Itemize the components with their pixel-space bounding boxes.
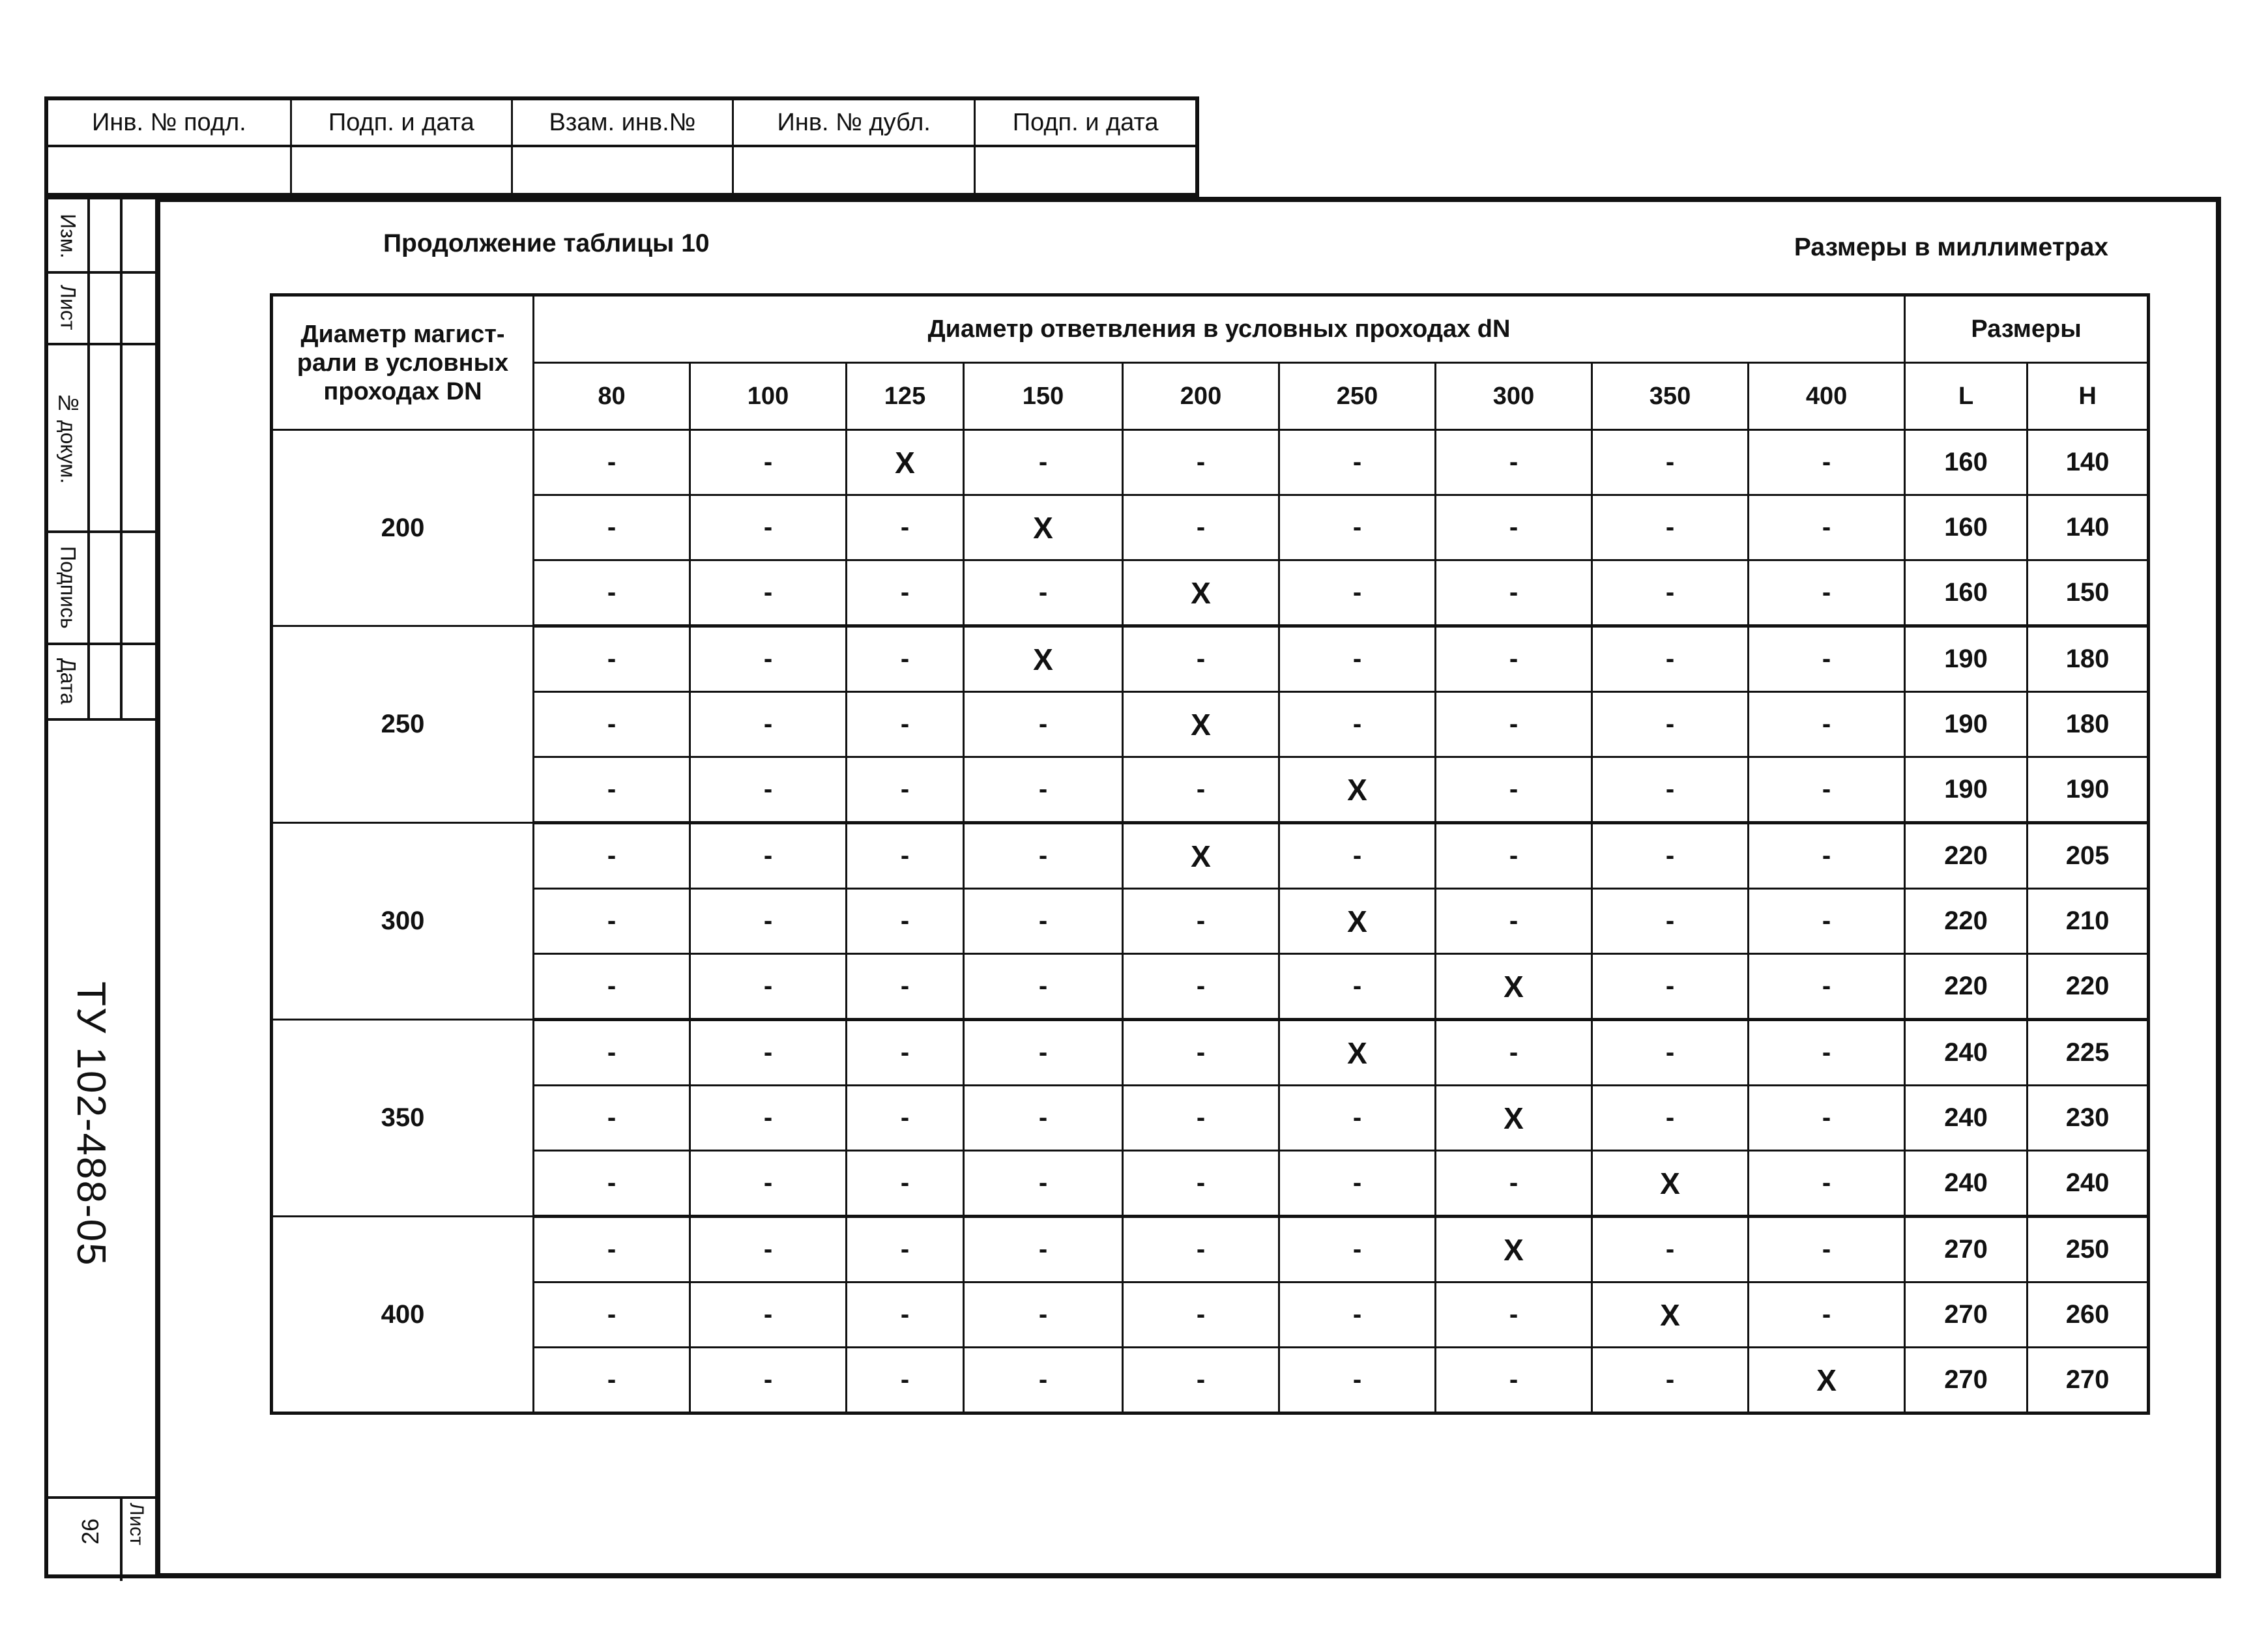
size-l-cell: 240 — [1905, 1086, 2028, 1151]
branch-cell-empty: - — [1279, 1217, 1436, 1282]
main-diameter-cell: 400 — [272, 1217, 534, 1413]
header-branch-col: 200 — [1123, 363, 1279, 430]
branch-cell-empty: - — [1436, 1020, 1592, 1086]
branch-cell-empty: - — [1123, 1217, 1279, 1282]
branch-cell-empty: - — [690, 757, 847, 823]
branch-cell-empty: - — [1436, 1282, 1592, 1348]
sheet-number: 26 — [77, 1518, 104, 1545]
branch-cell-empty: - — [847, 1086, 964, 1151]
branch-cell-empty: - — [1123, 757, 1279, 823]
branch-cell-marked: X — [964, 626, 1123, 692]
branch-cell-empty: - — [690, 626, 847, 692]
branch-cell-marked: X — [1436, 1086, 1592, 1151]
branch-cell-empty: - — [1123, 495, 1279, 560]
size-h-cell: 150 — [2028, 560, 2149, 626]
revision-label-date: Дата — [56, 658, 80, 704]
branch-cell-empty: - — [690, 1282, 847, 1348]
branch-cell-empty: - — [1436, 823, 1592, 889]
branch-cell-empty: - — [690, 560, 847, 626]
branch-cell-empty: - — [534, 626, 690, 692]
branch-cell-empty: - — [534, 823, 690, 889]
branch-cell-empty: - — [534, 1217, 690, 1282]
size-h-cell: 210 — [2028, 889, 2149, 954]
branch-cell-empty: - — [1279, 823, 1436, 889]
table-row — [272, 823, 2149, 889]
branch-cell-marked: X — [1123, 692, 1279, 757]
branch-cell-empty: - — [964, 954, 1123, 1020]
size-l-cell: 270 — [1905, 1282, 2028, 1348]
branch-cell-empty: - — [1279, 954, 1436, 1020]
revision-stamp-side — [44, 196, 159, 1578]
size-h-cell: 240 — [2028, 1151, 2149, 1217]
header-branch-col: 80 — [534, 363, 690, 430]
branch-cell-empty: - — [847, 757, 964, 823]
branch-cell-empty: - — [1436, 1348, 1592, 1413]
branch-cell-empty: - — [1123, 1151, 1279, 1217]
branch-cell-empty: - — [1749, 430, 1905, 495]
branch-cell-empty: - — [964, 1282, 1123, 1348]
branch-cell-empty: - — [1123, 430, 1279, 495]
size-l-cell: 190 — [1905, 692, 2028, 757]
branch-cell-marked: X — [1279, 1020, 1436, 1086]
branch-cell-empty: - — [1123, 626, 1279, 692]
branch-cell-empty: - — [964, 1151, 1123, 1217]
branch-cell-marked: X — [964, 495, 1123, 560]
header-branch-col: 100 — [690, 363, 847, 430]
size-h-cell: 180 — [2028, 692, 2149, 757]
header-branch-col: 350 — [1592, 363, 1749, 430]
header-size-l: L — [1905, 363, 2028, 430]
branch-cell-empty: - — [1123, 954, 1279, 1020]
table-row — [272, 692, 2149, 757]
branch-cell-empty: - — [1279, 1348, 1436, 1413]
size-h-cell: 140 — [2028, 430, 2149, 495]
branch-cell-empty: - — [1592, 626, 1749, 692]
branch-cell-empty: - — [1592, 1348, 1749, 1413]
branch-cell-empty: - — [1436, 626, 1592, 692]
stamp-value-signature-date-2 — [975, 146, 1197, 195]
branch-cell-empty: - — [847, 1217, 964, 1282]
branch-cell-empty: - — [1749, 889, 1905, 954]
branch-cell-empty: - — [1749, 823, 1905, 889]
branch-cell-empty: - — [690, 1217, 847, 1282]
branch-cell-empty: - — [1749, 757, 1905, 823]
branch-cell-marked: X — [847, 430, 964, 495]
size-l-cell: 220 — [1905, 954, 2028, 1020]
branch-cell-empty: - — [1279, 430, 1436, 495]
size-l-cell: 190 — [1905, 757, 2028, 823]
branch-cell-empty: - — [964, 692, 1123, 757]
header-branch-col: 300 — [1436, 363, 1592, 430]
branch-cell-empty: - — [964, 823, 1123, 889]
table-row — [272, 1217, 2149, 1282]
revision-label-change: Изм. — [56, 213, 80, 259]
branch-cell-empty: - — [1436, 757, 1592, 823]
branch-cell-empty: - — [1592, 430, 1749, 495]
branch-cell-empty: - — [1749, 560, 1905, 626]
table-row — [272, 889, 2149, 954]
revision-divider — [48, 718, 155, 721]
branch-cell-empty: - — [1592, 1020, 1749, 1086]
branch-cell-empty: - — [964, 560, 1123, 626]
table-row — [272, 1020, 2149, 1086]
branch-cell-empty: - — [1592, 1217, 1749, 1282]
branch-cell-empty: - — [1592, 889, 1749, 954]
branch-cell-empty: - — [1436, 495, 1592, 560]
branch-cell-empty: - — [1749, 1217, 1905, 1282]
main-diameter-cell: 250 — [272, 626, 534, 823]
stamp-value-signature-date-1 — [291, 146, 512, 195]
sheet-number-box — [48, 1496, 155, 1581]
branch-cell-empty: - — [847, 889, 964, 954]
branch-cell-marked: X — [1749, 1348, 1905, 1413]
size-l-cell: 240 — [1905, 1020, 2028, 1086]
table-row — [272, 1348, 2149, 1413]
size-h-cell: 270 — [2028, 1348, 2149, 1413]
branch-cell-empty: - — [1592, 560, 1749, 626]
size-l-cell: 220 — [1905, 823, 2028, 889]
branch-cell-empty: - — [964, 1020, 1123, 1086]
size-h-cell: 260 — [2028, 1282, 2149, 1348]
table-header-row-2 — [272, 363, 2149, 430]
table-continuation-title: Продолжение таблицы 10 — [383, 229, 710, 257]
size-l-cell: 270 — [1905, 1217, 2028, 1282]
main-diameter-cell: 350 — [272, 1020, 534, 1217]
revision-label-doc-number: № докум. — [56, 390, 80, 484]
header-branch-col: 400 — [1749, 363, 1905, 430]
branch-cell-empty: - — [1123, 889, 1279, 954]
table-row — [272, 954, 2149, 1020]
branch-cell-empty: - — [534, 1348, 690, 1413]
main-diameter-cell: 300 — [272, 823, 534, 1020]
branch-cell-empty: - — [690, 430, 847, 495]
branch-cell-empty: - — [1592, 692, 1749, 757]
approval-stamp-values-row — [46, 146, 1197, 195]
branch-cell-empty: - — [1749, 495, 1905, 560]
branch-cell-empty: - — [847, 560, 964, 626]
branch-cell-marked: X — [1436, 1217, 1592, 1282]
branch-cell-empty: - — [1279, 560, 1436, 626]
branch-cell-empty: - — [1592, 757, 1749, 823]
branch-cell-empty: - — [1749, 954, 1905, 1020]
branch-cell-empty: - — [847, 1282, 964, 1348]
branch-cell-empty: - — [534, 757, 690, 823]
document-code: ТУ 102-488-05 — [68, 981, 113, 1267]
branch-cell-empty: - — [690, 495, 847, 560]
branch-cell-empty: - — [534, 1020, 690, 1086]
size-h-cell: 250 — [2028, 1217, 2149, 1282]
size-h-cell: 220 — [2028, 954, 2149, 1020]
stamp-label-signature-date-2: Подп. и дата — [975, 98, 1197, 146]
table-row — [272, 495, 2149, 560]
branch-cell-empty: - — [1436, 692, 1592, 757]
branch-cell-empty: - — [690, 1020, 847, 1086]
size-h-cell: 205 — [2028, 823, 2149, 889]
table-row — [272, 560, 2149, 626]
revision-label-signature: Подпись — [56, 545, 80, 629]
branch-cell-empty: - — [1436, 560, 1592, 626]
branch-cell-empty: - — [690, 1086, 847, 1151]
size-l-cell: 220 — [1905, 889, 2028, 954]
branch-cell-empty: - — [847, 692, 964, 757]
branch-cell-empty: - — [1592, 823, 1749, 889]
branch-cell-empty: - — [534, 430, 690, 495]
sheet-label: Лист — [126, 1503, 147, 1546]
branch-cell-empty: - — [847, 823, 964, 889]
size-l-cell: 190 — [1905, 626, 2028, 692]
revision-label-sheet: Лист — [56, 285, 80, 330]
branch-cell-empty: - — [964, 757, 1123, 823]
branch-cell-empty: - — [964, 889, 1123, 954]
stamp-value-inv-original — [46, 146, 291, 195]
header-branch-diameter: Диаметр ответвления в условных проходах dN — [534, 295, 1905, 363]
branch-cell-empty: - — [534, 560, 690, 626]
branch-cell-empty: - — [847, 495, 964, 560]
branch-cell-empty: - — [847, 1151, 964, 1217]
branch-cell-empty: - — [1749, 1282, 1905, 1348]
branch-cell-empty: - — [690, 889, 847, 954]
branch-cell-empty: - — [1436, 1151, 1592, 1217]
approval-stamp-top — [44, 96, 1199, 197]
size-h-cell: 190 — [2028, 757, 2149, 823]
branch-cell-empty: - — [1123, 1086, 1279, 1151]
branch-cell-empty: - — [1749, 1086, 1905, 1151]
header-branch-col: 250 — [1279, 363, 1436, 430]
stamp-value-replacement-inv — [512, 146, 733, 195]
branch-cell-empty: - — [690, 823, 847, 889]
table-row — [272, 1086, 2149, 1151]
header-size-h: H — [2028, 363, 2149, 430]
branch-cell-empty: - — [1436, 430, 1592, 495]
size-h-cell: 180 — [2028, 626, 2149, 692]
branch-cell-empty: - — [1279, 692, 1436, 757]
branch-cell-empty: - — [534, 495, 690, 560]
branch-cell-empty: - — [964, 430, 1123, 495]
stamp-label-signature-date-1: Подп. и дата — [291, 98, 512, 146]
sheet-box-divider — [120, 1499, 123, 1581]
dimensions-table — [270, 293, 2150, 1415]
branch-cell-empty: - — [1279, 1282, 1436, 1348]
table-row — [272, 626, 2149, 692]
table-header-row-1 — [272, 295, 2149, 363]
size-h-cell: 140 — [2028, 495, 2149, 560]
branch-cell-empty: - — [534, 1282, 690, 1348]
size-h-cell: 225 — [2028, 1020, 2149, 1086]
branch-cell-empty: - — [964, 1348, 1123, 1413]
branch-cell-empty: - — [1123, 1020, 1279, 1086]
branch-cell-empty: - — [1592, 495, 1749, 560]
branch-cell-marked: X — [1123, 560, 1279, 626]
stamp-label-inv-original: Инв. № подл. — [46, 98, 291, 146]
branch-cell-empty: - — [1279, 1151, 1436, 1217]
branch-cell-empty: - — [534, 1086, 690, 1151]
branch-cell-empty: - — [1279, 495, 1436, 560]
header-branch-col: 150 — [964, 363, 1123, 430]
size-h-cell: 230 — [2028, 1086, 2149, 1151]
branch-cell-empty: - — [1592, 954, 1749, 1020]
stamp-label-replacement-inv: Взам. инв.№ — [512, 98, 733, 146]
branch-cell-empty: - — [847, 626, 964, 692]
branch-cell-marked: X — [1436, 954, 1592, 1020]
branch-cell-empty: - — [690, 1151, 847, 1217]
units-note: Размеры в миллиметрах — [1794, 233, 2108, 261]
header-sizes: Размеры — [1905, 295, 2149, 363]
branch-cell-empty: - — [690, 954, 847, 1020]
branch-cell-empty: - — [847, 1020, 964, 1086]
main-diameter-cell: 200 — [272, 430, 534, 626]
branch-cell-empty: - — [534, 954, 690, 1020]
branch-cell-empty: - — [534, 1151, 690, 1217]
header-main-diameter: Диаметр магист- рали в условных проходах DN — [272, 295, 534, 430]
branch-cell-marked: X — [1592, 1282, 1749, 1348]
size-l-cell: 270 — [1905, 1348, 2028, 1413]
branch-cell-empty: - — [964, 1086, 1123, 1151]
branch-cell-empty: - — [964, 1217, 1123, 1282]
branch-cell-empty: - — [534, 692, 690, 757]
table-row — [272, 1282, 2149, 1348]
table-body — [272, 430, 2149, 1413]
table-row — [272, 430, 2149, 495]
size-l-cell: 160 — [1905, 430, 2028, 495]
size-l-cell: 160 — [1905, 560, 2028, 626]
branch-cell-empty: - — [690, 692, 847, 757]
branch-cell-empty: - — [847, 954, 964, 1020]
branch-cell-marked: X — [1123, 823, 1279, 889]
branch-cell-empty: - — [1749, 692, 1905, 757]
branch-cell-empty: - — [1592, 1086, 1749, 1151]
branch-cell-empty: - — [534, 889, 690, 954]
branch-cell-empty: - — [1749, 1151, 1905, 1217]
branch-cell-empty: - — [847, 1348, 964, 1413]
stamp-value-inv-duplicate — [733, 146, 975, 195]
table-row — [272, 757, 2149, 823]
size-l-cell: 240 — [1905, 1151, 2028, 1217]
table-row — [272, 1151, 2149, 1217]
branch-cell-empty: - — [1279, 1086, 1436, 1151]
branch-cell-empty: - — [1749, 626, 1905, 692]
branch-cell-empty: - — [690, 1348, 847, 1413]
branch-cell-empty: - — [1279, 626, 1436, 692]
approval-stamp-labels-row — [46, 98, 1197, 146]
size-l-cell: 160 — [1905, 495, 2028, 560]
branch-cell-marked: X — [1592, 1151, 1749, 1217]
stamp-label-inv-duplicate: Инв. № дубл. — [733, 98, 975, 146]
header-branch-col: 125 — [847, 363, 964, 430]
branch-cell-empty: - — [1123, 1348, 1279, 1413]
branch-cell-empty: - — [1123, 1282, 1279, 1348]
branch-cell-empty: - — [1749, 1020, 1905, 1086]
branch-cell-marked: X — [1279, 757, 1436, 823]
branch-cell-empty: - — [1436, 889, 1592, 954]
branch-cell-marked: X — [1279, 889, 1436, 954]
